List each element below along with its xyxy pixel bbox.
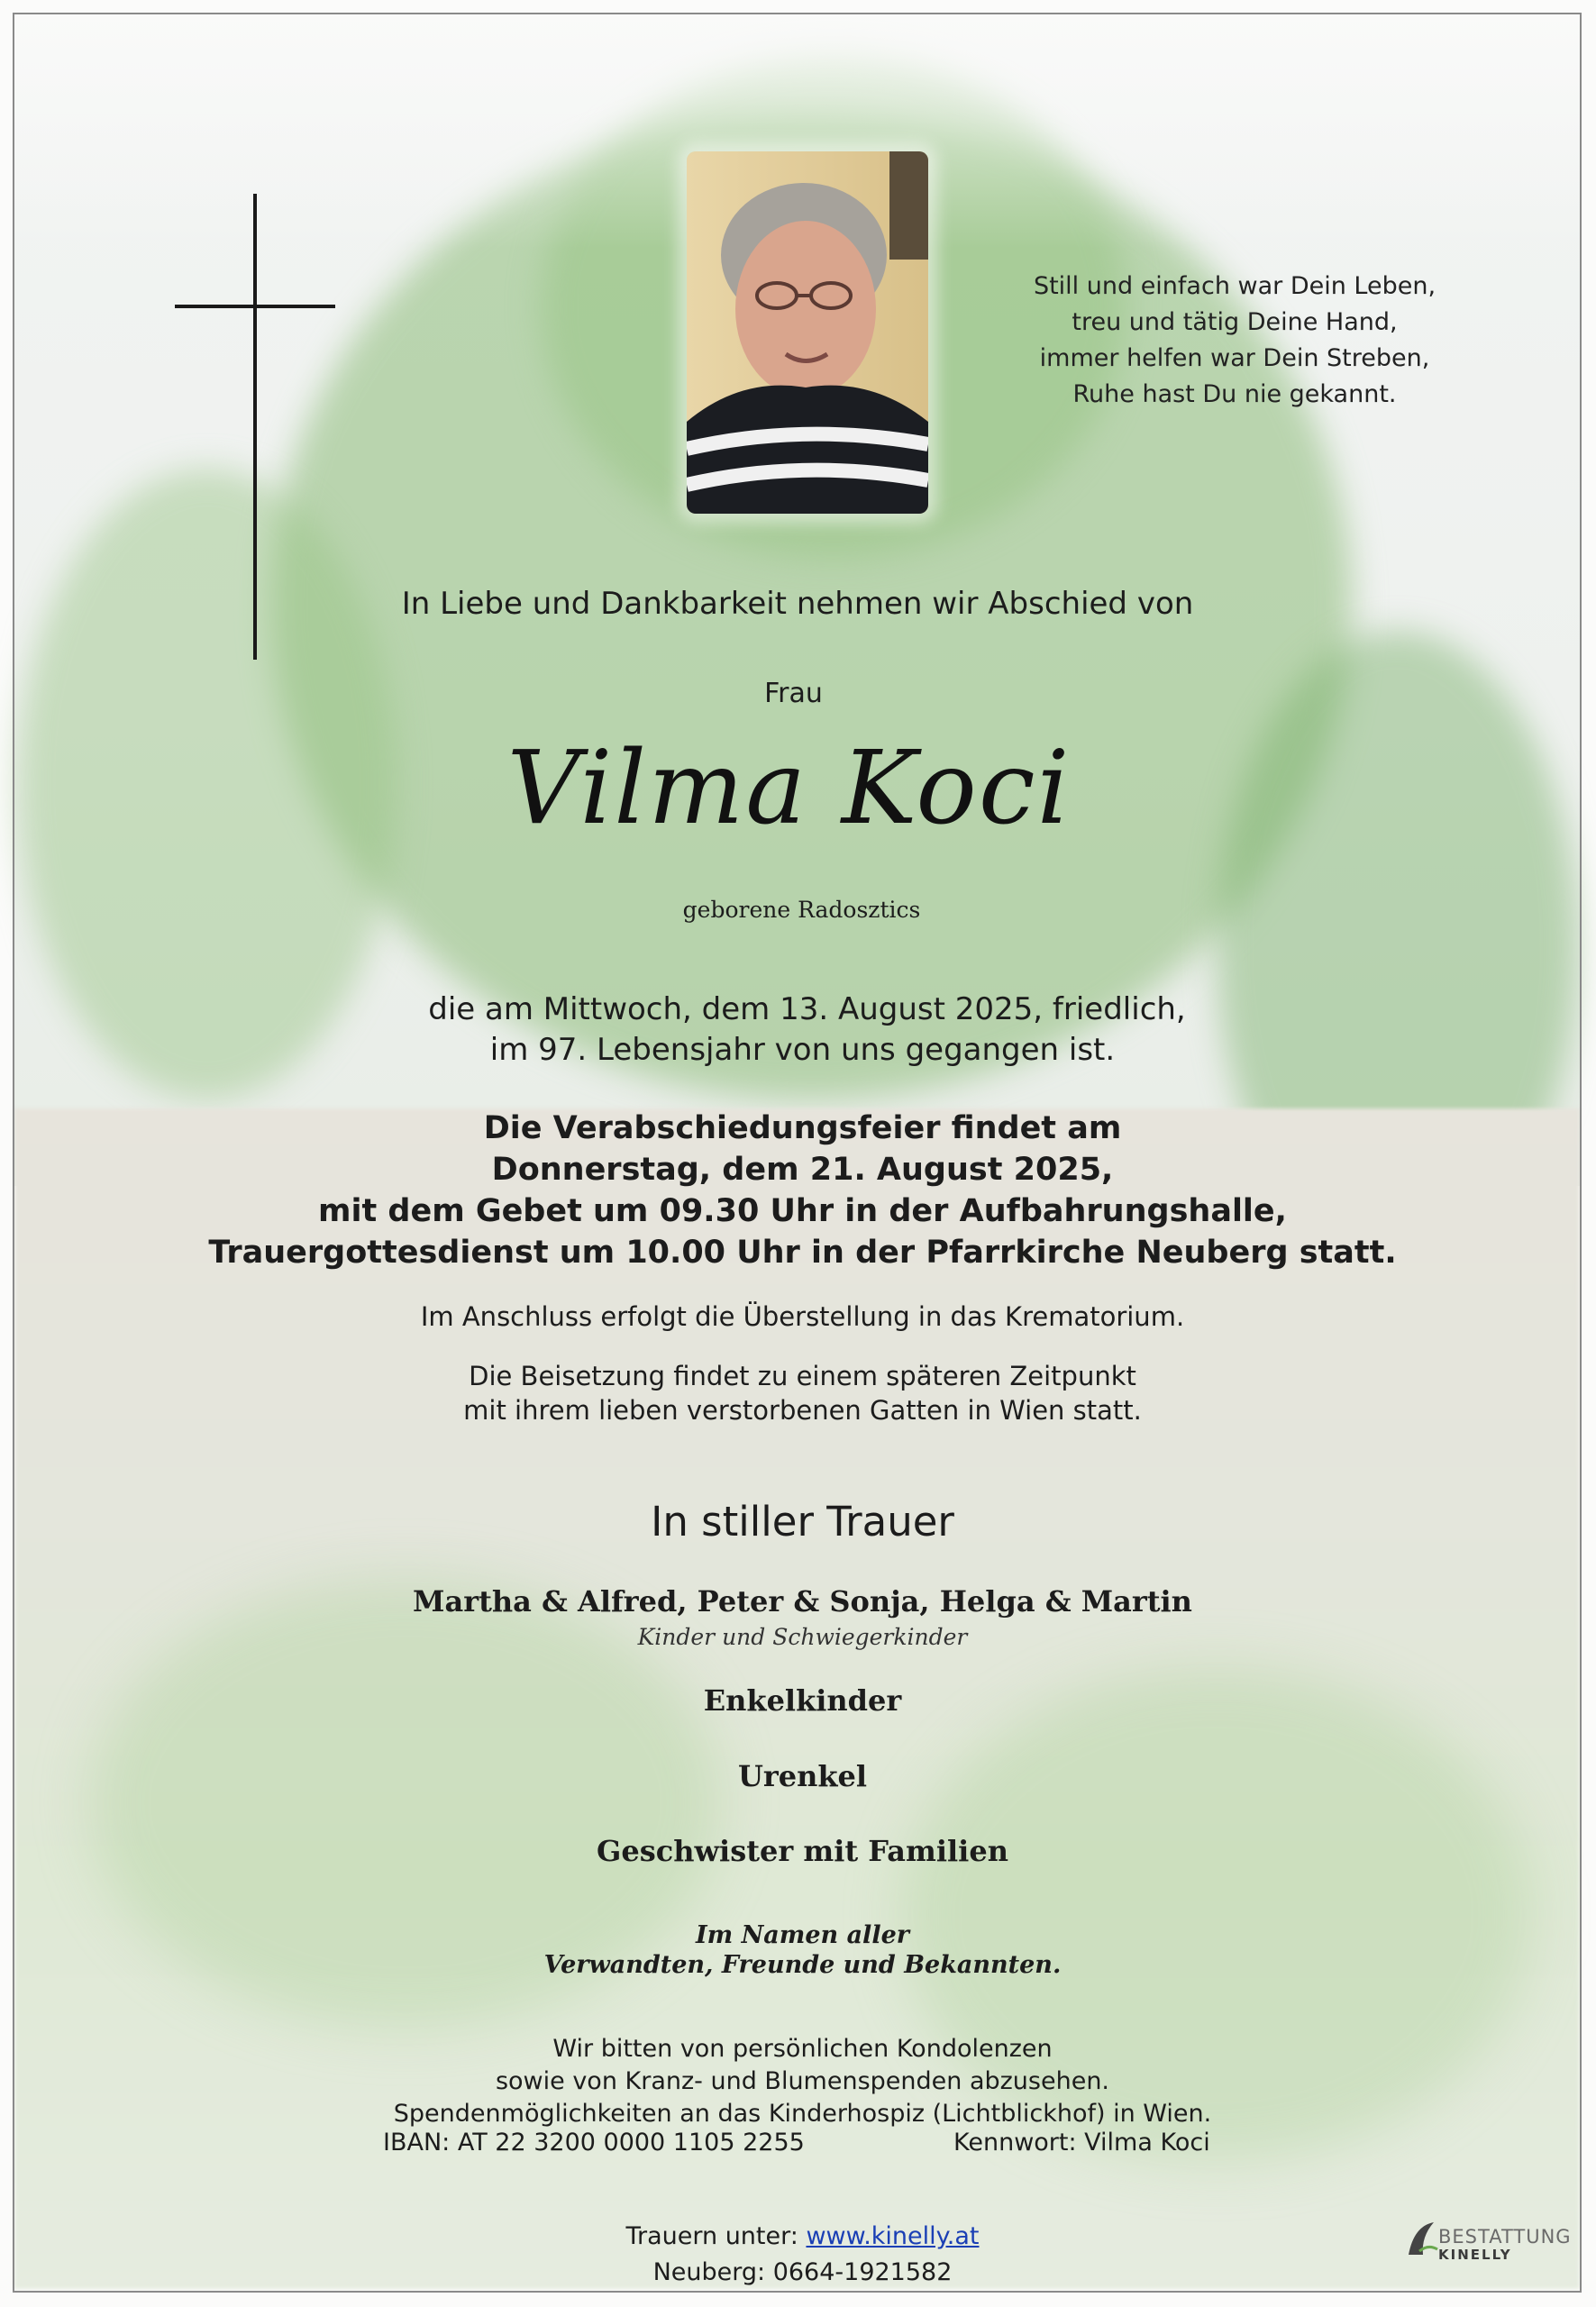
death-date: die am Mittwoch, dem 13. August 2025, friedlich, xyxy=(428,991,1186,1027)
logo-bottom-text: KINELLY xyxy=(1438,2247,1512,2263)
online-mourning-label: Trauern unter: xyxy=(625,2222,807,2250)
iban: IBAN: AT 22 3200 0000 1105 2255 xyxy=(383,2129,805,2157)
donation-note: Spendenmöglichkeiten an das Kinderhospiz (Lichtblickhof) in Wien. xyxy=(393,2100,1212,2128)
quote-line: treu und tätig Deine Hand, xyxy=(1072,308,1398,336)
lead-text: In Liebe und Dankbarkeit nehmen wir Abschied von xyxy=(401,586,1194,622)
burial-note-2: mit ihrem lieben verstorbenen Gatten in Wien statt. xyxy=(463,1395,1142,1426)
mourners-children: Martha & Alfred, Peter & Sonja, Helga & Martin xyxy=(413,1584,1192,1619)
mourners-grandchildren: Enkelkinder xyxy=(703,1683,902,1718)
mourners-great-grandchildren: Urenkel xyxy=(737,1759,868,1793)
cross-icon-bar xyxy=(175,305,335,308)
birth-name: geborene Radosztics xyxy=(682,897,921,923)
quote-line: immer helfen war Dein Streben, xyxy=(1039,344,1430,372)
ceremony-prayer: mit dem Gebet um 09.30 Uhr in der Aufbahrungshalle, xyxy=(318,1193,1287,1229)
burial-note: Die Beisetzung findet zu einem späteren Zeitpunkt xyxy=(469,1361,1136,1391)
portrait-photo xyxy=(687,151,928,514)
deceased-name: Vilma Koci xyxy=(506,730,1072,847)
closing-line: Im Namen aller xyxy=(696,1921,909,1949)
cremation-note: Im Anschluss erfolgt die Überstellung in das Krematorium. xyxy=(420,1301,1185,1332)
ceremony-date: Donnerstag, dem 21. August 2025, xyxy=(491,1152,1114,1188)
condolence-request: Wir bitten von persönlichen Kondolenzen xyxy=(552,2035,1053,2063)
donation-keyword: Kennwort: Vilma Koci xyxy=(953,2129,1210,2157)
funeral-home-logo xyxy=(1438,2228,1572,2264)
mourners-children-label: Kinder und Schwiegerkinder xyxy=(637,1624,968,1650)
quote-line: Ruhe hast Du nie gekannt. xyxy=(1072,380,1397,408)
kinelly-link[interactable]: www.kinelly.at xyxy=(806,2222,980,2250)
phone-contact: Neuberg: 0664-1921582 xyxy=(652,2258,953,2286)
closing-line-2: Verwandten, Freunde und Bekannten. xyxy=(543,1951,1062,1979)
salutation: Frau xyxy=(764,678,823,709)
ceremony-line: Die Verabschiedungsfeier findet am xyxy=(483,1110,1122,1146)
mourners-siblings: Geschwister mit Familien xyxy=(597,1834,1008,1868)
death-age: im 97. Lebensjahr von uns gegangen ist. xyxy=(489,1032,1116,1068)
ceremony-service: Trauergottesdienst um 10.00 Uhr in der Pfarrkirche Neuberg statt. xyxy=(208,1235,1397,1271)
online-mourning xyxy=(5,2222,1596,2250)
quote-line: Still und einfach war Dein Leben, xyxy=(1033,272,1436,300)
logo-top-text: BESTATTUNG xyxy=(1438,2226,1572,2248)
mourning-heading: In stiller Trauer xyxy=(651,1498,954,1546)
condolence-request-2: sowie von Kranz- und Blumenspenden abzusehen. xyxy=(495,2067,1110,2095)
memorial-quote xyxy=(1027,269,1442,413)
